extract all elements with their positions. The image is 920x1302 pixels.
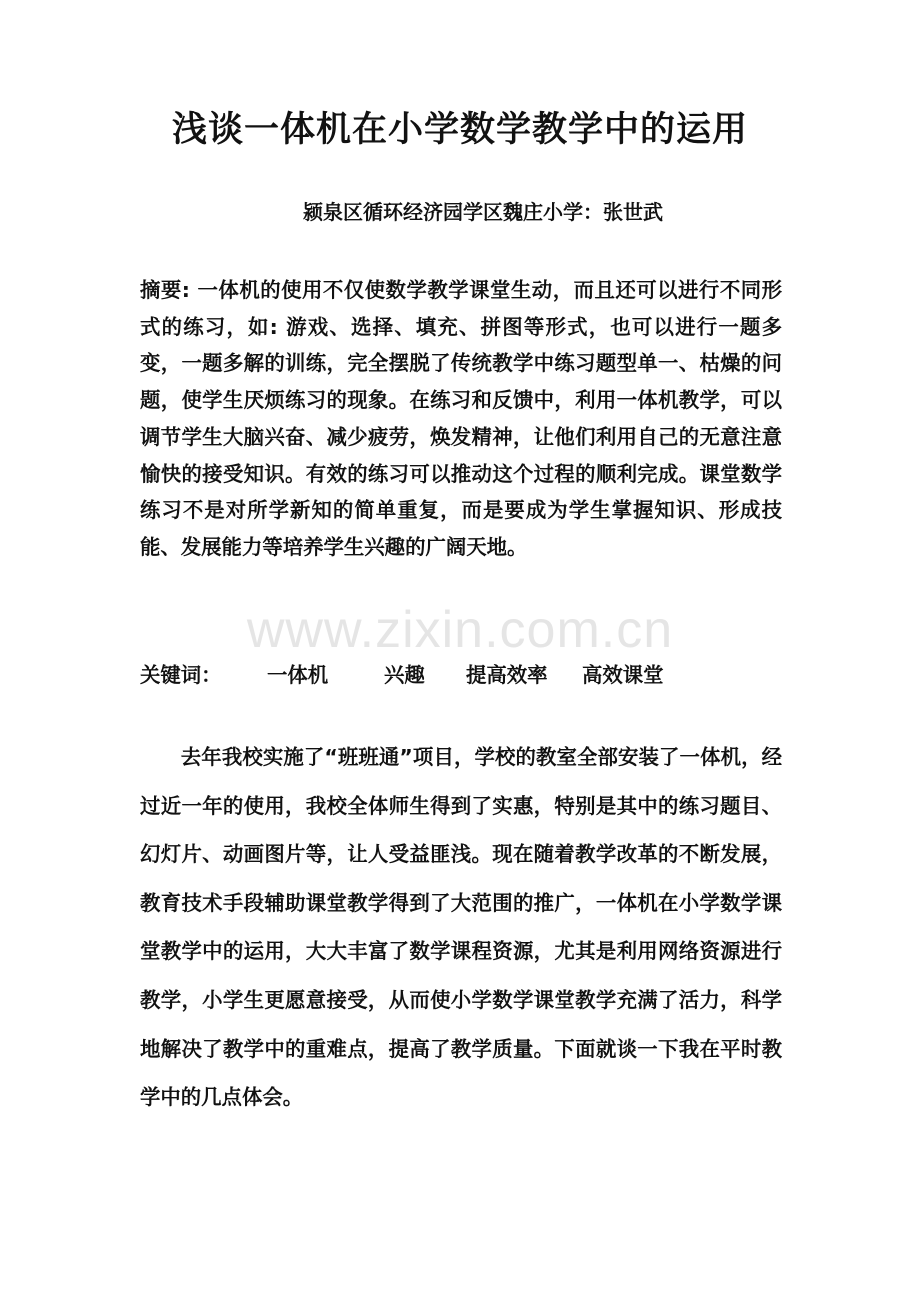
keyword-item: 兴趣 (384, 663, 425, 687)
abstract-paragraph: 摘要: 一体机的使用不仅使数学教学课堂生动，而且还可以进行不同形式的练习，如: 游戏、选择、填充、拼图等形式，也可以进行一题多变，一题多解的训练，完全摆脱了传统教学中练习题型单一、枯燥的问题，使学生厌烦练习的现象。在练习和反馈中，利用一体机教学，可以调节学生大脑兴奋、减少疲劳，焕发精神，让他们利用自己的无意注意愉快的接受知识。有效的练习可以推动这个过程的顺利完成。课堂数学练习不是对所学新知的简单重复，而是要成为学生掌握知识、形成技能、发展能力等培养学生兴趣的广阔天地。 (140, 278, 782, 559)
watermark: www.zixin.com.cn (246, 601, 674, 659)
body-paragraph: 去年我校实施了“班班通”项目，学校的教室全部安装了一体机，经过近一年的使用，我校全体师生得到了实惠，特别是其中的练习题目、幻灯片、动画图片等，让人受益匪浅。现在随着教学改革的不断发展，教育技术手段辅助课堂教学得到了大范围的推广，一体机在小学数学课堂教学中的运用，大大丰富了数学课程资源，尤其是利用网络资源进行教学，小学生更愿意接受，从而使小学数学课堂教学充满了活力，科学地解决了教学中的重难点，提高了教学质量。下面就谈一下我在平时教学中的几点体会。 (140, 745, 782, 1110)
keyword-item: 高效课堂 (582, 663, 664, 687)
keywords-line (140, 657, 664, 693)
keyword-item: 提高效率 (466, 663, 548, 687)
keywords-label: 关键词： (140, 663, 222, 687)
document-title: 浅谈一体机在小学数学教学中的运用 (171, 110, 748, 150)
keyword-item: 一体机 (267, 663, 329, 687)
author-line: 颍泉区循环经济园学区魏庄小学：张世武 (303, 200, 663, 224)
